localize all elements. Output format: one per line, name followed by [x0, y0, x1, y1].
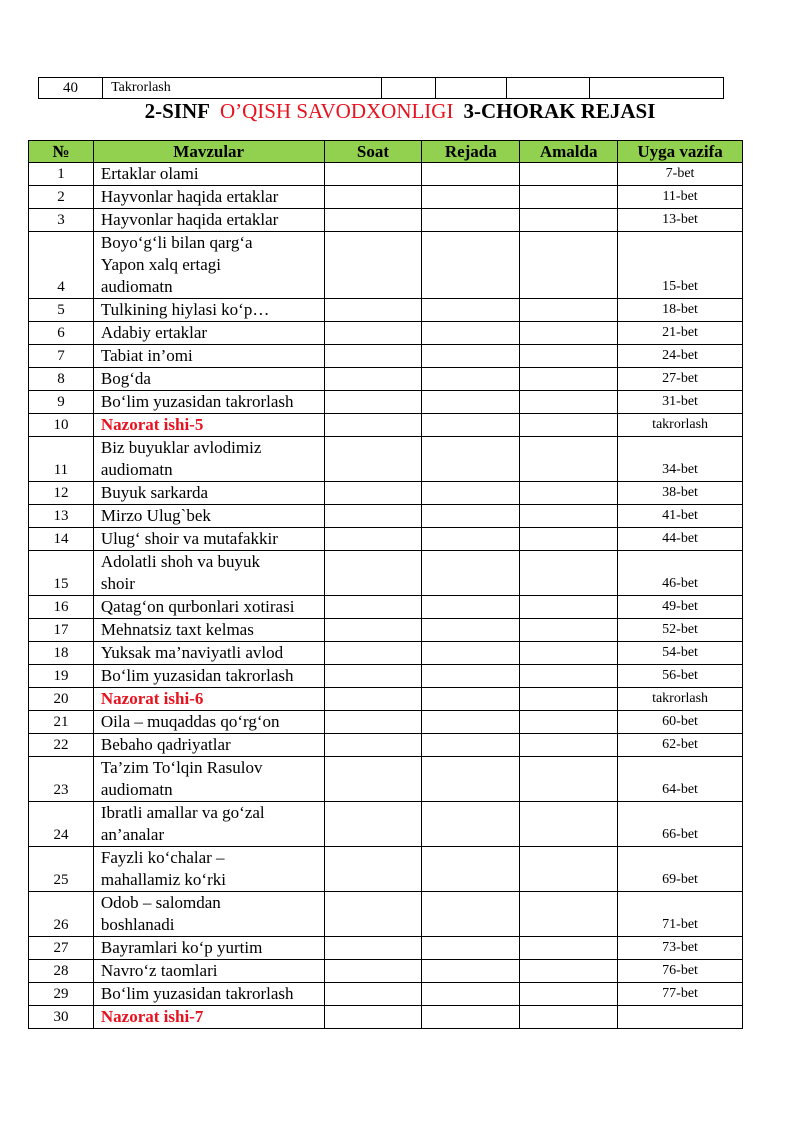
row-number: 23	[29, 757, 94, 802]
rejada-cell	[422, 414, 520, 437]
row-number: 17	[29, 619, 94, 642]
amalda-cell	[520, 734, 618, 757]
homework-cell: 21-bet	[618, 322, 743, 345]
rejada-cell	[422, 892, 520, 937]
rejada-cell	[422, 528, 520, 551]
soat-cell	[324, 414, 422, 437]
rejada-cell	[422, 847, 520, 892]
topic-line: Tulkining hiylasi ko‘p…	[100, 300, 270, 319]
rejada-cell	[422, 937, 520, 960]
amalda-cell	[520, 642, 618, 665]
rejada-cell	[422, 232, 520, 299]
previous-page-table	[38, 77, 724, 99]
topic-line: Mirzo Ulug`bek	[100, 506, 211, 525]
soat-cell	[324, 437, 422, 482]
row-topic	[93, 665, 324, 688]
row-topic	[93, 505, 324, 528]
topic-line: Ta’zim To‘lqin Rasulov	[100, 758, 263, 777]
row-topic	[93, 937, 324, 960]
amalda-cell	[520, 163, 618, 186]
homework-cell: takrorlash	[618, 414, 743, 437]
rejada-cell	[422, 1006, 520, 1029]
soat-cell	[324, 665, 422, 688]
rejada-cell	[422, 802, 520, 847]
rejada-cell	[422, 642, 520, 665]
table-row	[29, 983, 743, 1006]
amalda-cell	[520, 596, 618, 619]
table-row	[29, 391, 743, 414]
soat-cell	[324, 186, 422, 209]
amalda-cell	[520, 528, 618, 551]
row-topic	[93, 528, 324, 551]
row-topic	[93, 802, 324, 847]
homework-cell: 27-bet	[618, 368, 743, 391]
amalda-cell	[520, 482, 618, 505]
column-header-planned: Rejada	[422, 141, 520, 163]
soat-cell	[324, 551, 422, 596]
soat-cell	[324, 892, 422, 937]
row-topic	[93, 551, 324, 596]
topic-line: audiomatn	[100, 780, 173, 799]
soat-cell	[324, 299, 422, 322]
soat-cell	[382, 78, 435, 99]
rejada-cell	[422, 551, 520, 596]
amalda-cell	[520, 391, 618, 414]
homework-cell: 62-bet	[618, 734, 743, 757]
rejada-cell	[422, 482, 520, 505]
row-number: 8	[29, 368, 94, 391]
soat-cell	[324, 596, 422, 619]
topic-line: Odob – salomdan	[100, 893, 221, 912]
homework-cell	[618, 1006, 743, 1029]
soat-cell	[324, 163, 422, 186]
table-row	[29, 414, 743, 437]
column-header-homework: Uyga vazifa	[618, 141, 743, 163]
table-row	[29, 802, 743, 847]
topic-line: Yuksak ma’naviyatli avlod	[100, 643, 284, 662]
row-topic	[93, 299, 324, 322]
amalda-cell	[520, 414, 618, 437]
amalda-cell	[520, 345, 618, 368]
row-topic	[93, 209, 324, 232]
soat-cell	[324, 232, 422, 299]
column-header-actual: Amalda	[520, 141, 618, 163]
table-row	[29, 757, 743, 802]
homework-cell: 73-bet	[618, 937, 743, 960]
amalda-cell	[520, 892, 618, 937]
row-topic	[93, 232, 324, 299]
table-row	[29, 163, 743, 186]
rejada-cell	[422, 391, 520, 414]
amalda-cell	[520, 665, 618, 688]
rejada-cell	[422, 688, 520, 711]
soat-cell	[324, 345, 422, 368]
homework-cell: 31-bet	[618, 391, 743, 414]
topic-line: Buyuk sarkarda	[100, 483, 209, 502]
topic-line: Adolatli shoh va buyuk	[100, 552, 261, 571]
row-number: 12	[29, 482, 94, 505]
table-row	[29, 665, 743, 688]
rejada-cell	[422, 186, 520, 209]
rejada-cell	[422, 983, 520, 1006]
row-topic	[93, 482, 324, 505]
soat-cell	[324, 734, 422, 757]
row-number: 14	[29, 528, 94, 551]
table-row	[29, 1006, 743, 1029]
rejada-cell	[422, 596, 520, 619]
amalda-cell	[520, 847, 618, 892]
rejada-cell	[422, 619, 520, 642]
topic-line: Tabiat in’omi	[100, 346, 193, 365]
homework-cell: 44-bet	[618, 528, 743, 551]
row-number: 30	[29, 1006, 94, 1029]
rejada-cell	[422, 163, 520, 186]
row-number: 10	[29, 414, 94, 437]
row-number: 4	[29, 232, 94, 299]
row-topic	[93, 368, 324, 391]
row-topic	[93, 711, 324, 734]
table-row	[29, 322, 743, 345]
table-row	[29, 505, 743, 528]
homework-cell: 11-bet	[618, 186, 743, 209]
table-row	[29, 642, 743, 665]
homework-cell: 46-bet	[618, 551, 743, 596]
row-topic	[93, 619, 324, 642]
homework-cell: 34-bet	[618, 437, 743, 482]
topic-line: Adabiy ertaklar	[100, 323, 208, 342]
column-header-hours: Soat	[324, 141, 422, 163]
row-number: 2	[29, 186, 94, 209]
homework-cell: 38-bet	[618, 482, 743, 505]
table-row	[29, 437, 743, 482]
rejada-cell	[422, 299, 520, 322]
table-body	[29, 163, 743, 1029]
row-number: 15	[29, 551, 94, 596]
row-topic	[93, 163, 324, 186]
table-row	[29, 528, 743, 551]
soat-cell	[324, 937, 422, 960]
homework-cell: 76-bet	[618, 960, 743, 983]
topic-line: audiomatn	[100, 277, 173, 296]
homework-cell: 54-bet	[618, 642, 743, 665]
amalda-cell	[520, 711, 618, 734]
homework-cell: 66-bet	[618, 802, 743, 847]
rejada-cell	[422, 505, 520, 528]
topic-line: Qatag‘on qurbonlari xotirasi	[100, 597, 295, 616]
table-row	[29, 960, 743, 983]
topic-line: Bo‘lim yuzasidan takrorlash	[100, 392, 294, 411]
soat-cell	[324, 960, 422, 983]
row-number: 22	[29, 734, 94, 757]
table-row	[29, 232, 743, 299]
soat-cell	[324, 528, 422, 551]
table-row	[29, 596, 743, 619]
soat-cell	[324, 847, 422, 892]
topic-line: Boyo‘g‘li bilan qarg‘a	[100, 233, 253, 252]
topic-line: Navro‘z taomlari	[100, 961, 218, 980]
row-topic	[93, 892, 324, 937]
row-number: 7	[29, 345, 94, 368]
amalda-cell	[506, 78, 589, 99]
soat-cell	[324, 642, 422, 665]
row-number: 16	[29, 596, 94, 619]
homework-cell: 56-bet	[618, 665, 743, 688]
rejada-cell	[422, 711, 520, 734]
table-row	[29, 688, 743, 711]
amalda-cell	[520, 757, 618, 802]
control-work-topic	[93, 688, 324, 711]
topic-line: Oila – muqaddas qo‘rg‘on	[100, 712, 280, 731]
amalda-cell	[520, 368, 618, 391]
row-topic	[93, 734, 324, 757]
row-number: 26	[29, 892, 94, 937]
homework-cell: 13-bet	[618, 209, 743, 232]
topic-line: Mehnatsiz taxt kelmas	[100, 620, 254, 639]
amalda-cell	[520, 322, 618, 345]
row-number: 40	[39, 78, 103, 99]
rejada-cell	[422, 734, 520, 757]
rejada-cell	[422, 209, 520, 232]
soat-cell	[324, 711, 422, 734]
amalda-cell	[520, 983, 618, 1006]
amalda-cell	[520, 802, 618, 847]
row-topic	[93, 642, 324, 665]
soat-cell	[324, 1006, 422, 1029]
topic-line: Fayzli ko‘chalar –	[100, 848, 225, 867]
soat-cell	[324, 209, 422, 232]
homework-cell: 49-bet	[618, 596, 743, 619]
row-number: 28	[29, 960, 94, 983]
topic-line: Yapon xalq ertagi	[100, 255, 221, 274]
topic-line: Bo‘lim yuzasidan takrorlash	[100, 984, 294, 1003]
table-header-row	[29, 141, 743, 163]
row-number: 18	[29, 642, 94, 665]
row-number: 24	[29, 802, 94, 847]
row-topic: Takrorlash	[103, 78, 382, 99]
homework-cell: 60-bet	[618, 711, 743, 734]
homework-cell: 7-bet	[618, 163, 743, 186]
topic-line: Nazorat ishi-5	[100, 415, 204, 434]
amalda-cell	[520, 232, 618, 299]
row-number: 6	[29, 322, 94, 345]
topic-line: Biz buyuklar avlodimiz	[100, 438, 262, 457]
amalda-cell	[520, 551, 618, 596]
rejada-cell	[422, 960, 520, 983]
table-row	[29, 734, 743, 757]
column-header-number: №	[29, 141, 94, 163]
table-row	[29, 892, 743, 937]
row-number: 9	[29, 391, 94, 414]
table-row	[29, 937, 743, 960]
topic-line: Bayramlari ko‘p yurtim	[100, 938, 263, 957]
soat-cell	[324, 482, 422, 505]
topic-line: Nazorat ishi-6	[100, 689, 204, 708]
title-grade: 2-SINF	[144, 99, 210, 123]
topic-line: Bo‘lim yuzasidan takrorlash	[100, 666, 294, 685]
topic-line: Hayvonlar haqida ertaklar	[100, 210, 279, 229]
topic-line: mahallamiz ko‘rki	[100, 870, 226, 889]
topic-line: Hayvonlar haqida ertaklar	[100, 187, 279, 206]
row-topic	[93, 960, 324, 983]
amalda-cell	[520, 960, 618, 983]
homework-cell: takrorlash	[618, 688, 743, 711]
table-row	[29, 551, 743, 596]
rejada-cell	[422, 345, 520, 368]
soat-cell	[324, 802, 422, 847]
soat-cell	[324, 368, 422, 391]
amalda-cell	[520, 688, 618, 711]
table-row	[39, 78, 724, 99]
table-row	[29, 847, 743, 892]
row-topic	[93, 322, 324, 345]
table-row	[29, 186, 743, 209]
table-row	[29, 345, 743, 368]
lesson-plan-table	[28, 140, 743, 1029]
homework-cell: 24-bet	[618, 345, 743, 368]
row-number: 13	[29, 505, 94, 528]
soat-cell	[324, 391, 422, 414]
topic-line: Ertaklar olami	[100, 164, 199, 183]
topic-line: Bog‘da	[100, 369, 151, 388]
homework-cell: 15-bet	[618, 232, 743, 299]
row-topic	[93, 186, 324, 209]
row-number: 20	[29, 688, 94, 711]
table-row	[29, 619, 743, 642]
topic-line: Ulug‘ shoir va mutafakkir	[100, 529, 278, 548]
control-work-topic	[93, 414, 324, 437]
rejada-cell	[422, 757, 520, 802]
row-topic	[93, 847, 324, 892]
homework-cell	[589, 78, 723, 99]
amalda-cell	[520, 937, 618, 960]
row-number: 25	[29, 847, 94, 892]
row-topic	[93, 437, 324, 482]
row-topic	[93, 757, 324, 802]
homework-cell: 52-bet	[618, 619, 743, 642]
row-topic	[93, 596, 324, 619]
homework-cell: 41-bet	[618, 505, 743, 528]
column-header-topics: Mavzular	[93, 141, 324, 163]
rejada-cell	[422, 322, 520, 345]
rejada-cell	[422, 665, 520, 688]
topic-line: Bebaho qadriyatlar	[100, 735, 231, 754]
row-number: 21	[29, 711, 94, 734]
topic-line: shoir	[100, 574, 135, 593]
topic-line: boshlanadi	[100, 915, 175, 934]
row-number: 19	[29, 665, 94, 688]
rejada-cell	[435, 78, 506, 99]
homework-cell: 69-bet	[618, 847, 743, 892]
amalda-cell	[520, 505, 618, 528]
row-number: 11	[29, 437, 94, 482]
amalda-cell	[520, 1006, 618, 1029]
topic-line: audiomatn	[100, 460, 173, 479]
amalda-cell	[520, 437, 618, 482]
row-number: 29	[29, 983, 94, 1006]
amalda-cell	[520, 299, 618, 322]
title-plan: 3-CHORAK REJASI	[463, 99, 656, 123]
rejada-cell	[422, 368, 520, 391]
homework-cell: 64-bet	[618, 757, 743, 802]
table-row	[29, 368, 743, 391]
row-number: 27	[29, 937, 94, 960]
soat-cell	[324, 505, 422, 528]
title-subject: O’QISH SAVODXONLIGI	[219, 99, 454, 123]
table-row	[29, 209, 743, 232]
amalda-cell	[520, 186, 618, 209]
soat-cell	[324, 983, 422, 1006]
soat-cell	[324, 688, 422, 711]
soat-cell	[324, 757, 422, 802]
row-number: 1	[29, 163, 94, 186]
soat-cell	[324, 619, 422, 642]
homework-cell: 71-bet	[618, 892, 743, 937]
table-row	[29, 711, 743, 734]
homework-cell: 18-bet	[618, 299, 743, 322]
row-topic	[93, 391, 324, 414]
topic-line: Ibratli amallar va go‘zal	[100, 803, 265, 822]
soat-cell	[324, 322, 422, 345]
row-topic	[93, 345, 324, 368]
homework-cell: 77-bet	[618, 983, 743, 1006]
row-topic	[93, 983, 324, 1006]
topic-line: Nazorat ishi-7	[100, 1007, 204, 1026]
row-number: 3	[29, 209, 94, 232]
topic-line: an’analar	[100, 825, 165, 844]
amalda-cell	[520, 209, 618, 232]
control-work-topic	[93, 1006, 324, 1029]
table-row	[29, 299, 743, 322]
rejada-cell	[422, 437, 520, 482]
page-title	[0, 99, 800, 124]
amalda-cell	[520, 619, 618, 642]
table-row	[29, 482, 743, 505]
row-number: 5	[29, 299, 94, 322]
